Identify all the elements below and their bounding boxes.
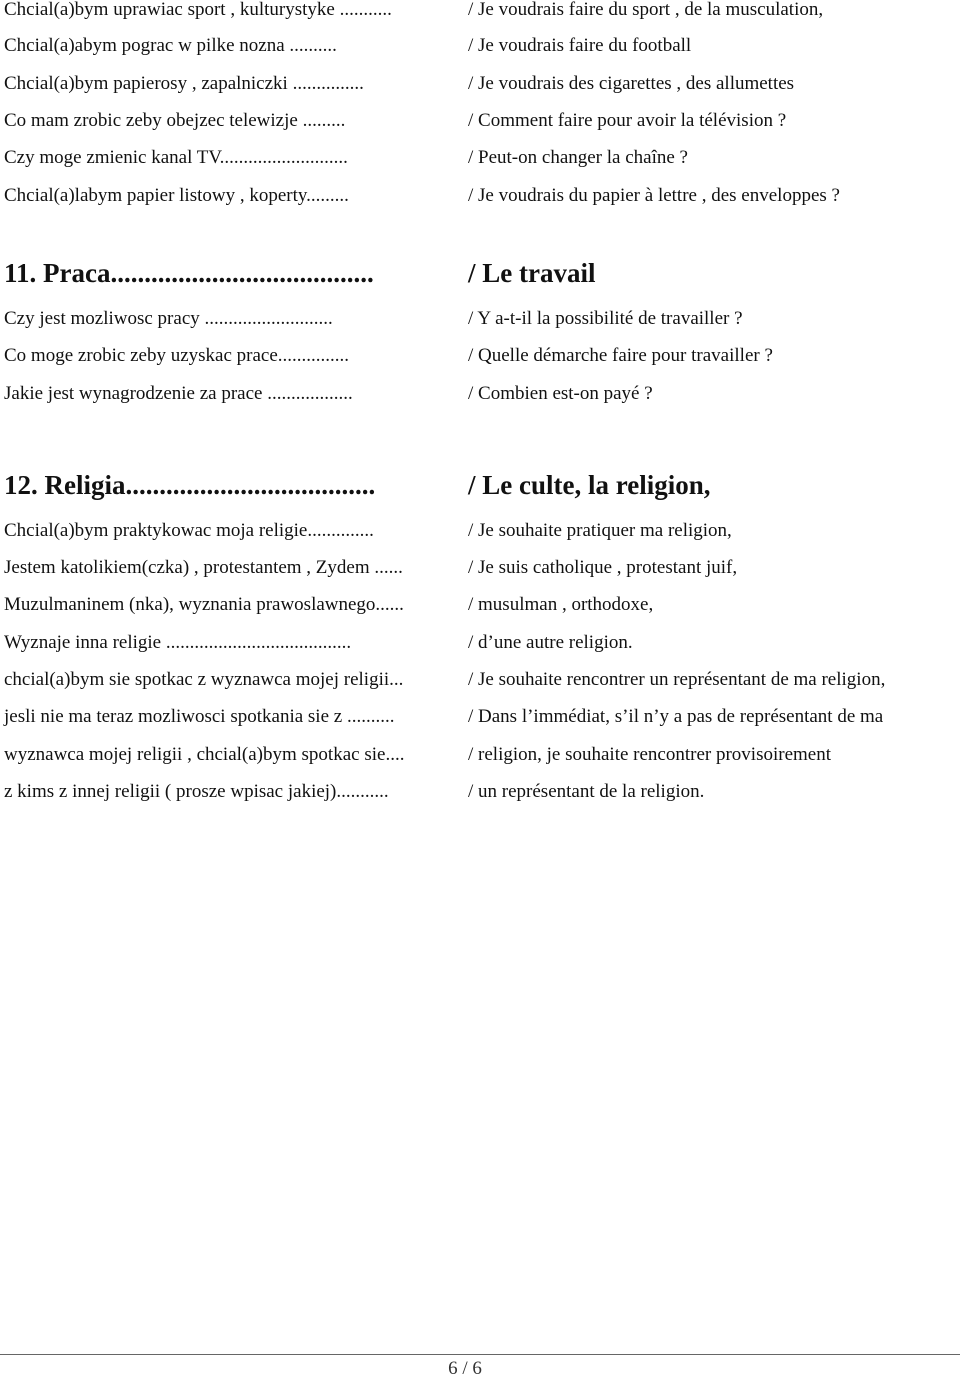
footer-divider <box>0 1354 960 1355</box>
polish-phrase: jesli nie ma teraz mozliwosci spotkania sie z .......... <box>4 706 395 727</box>
polish-phrase: Muzulmaninem (nka), wyznania prawoslawnego...... <box>4 594 404 615</box>
phrase-line <box>4 34 954 58</box>
polish-phrase: z kims z innej religii ( prosze wpisac jakiej)........... <box>4 781 389 802</box>
polish-phrase: Chcial(a)bym praktykowac moja religie.............. <box>4 520 374 541</box>
polish-phrase: wyznawca mojej religii , chcial(a)bym spotkac sie.... <box>4 744 405 765</box>
polish-phrase: Czy moge zmienic kanal TV........................... <box>4 147 348 168</box>
french-phrase: / Je suis catholique , protestant juif, <box>468 557 738 578</box>
section-heading-polish: 12. Religia..................................... <box>4 470 376 500</box>
phrase-line <box>4 705 954 729</box>
phrase-line <box>4 668 954 692</box>
french-phrase: / Y a-t-il la possibilité de travailler ? <box>468 308 743 329</box>
french-phrase: / un représentant de la religion. <box>468 781 705 802</box>
phrase-line <box>4 307 954 331</box>
phrase-line <box>4 72 954 96</box>
french-phrase: / Je souhaite rencontrer un représentant de ma religion, <box>468 669 886 690</box>
french-phrase: / Combien est-on payé ? <box>468 383 653 404</box>
page-number: 6 / 6 <box>448 1358 482 1379</box>
phrase-line <box>4 109 954 133</box>
section-heading-french: / Le travail <box>468 258 596 288</box>
french-phrase: / Je voudrais faire du sport , de la musculation, <box>468 0 824 20</box>
polish-phrase: Chcial(a)labym papier listowy , koperty......... <box>4 185 349 206</box>
section-heading-french: / Le culte, la religion, <box>468 470 711 500</box>
section-heading-religion <box>4 468 954 502</box>
french-phrase: / Peut-on changer la chaîne ? <box>468 147 688 168</box>
polish-phrase: Chcial(a)bym papierosy , zapalniczki ............... <box>4 73 364 94</box>
french-phrase: / Dans l’immédiat, s’il n’y a pas de représentant de ma <box>468 706 884 727</box>
french-phrase: / d’une autre religion. <box>468 632 633 653</box>
phrase-line <box>4 344 954 368</box>
french-phrase: / Je voudrais faire du football <box>468 35 692 56</box>
phrase-line <box>4 184 954 208</box>
phrase-line <box>4 556 954 580</box>
phrase-line <box>4 0 954 22</box>
polish-phrase: Co mam zrobic zeby obejzec telewizje ......... <box>4 110 346 131</box>
phrase-line <box>4 743 954 767</box>
french-phrase: / musulman , orthodoxe, <box>468 594 654 615</box>
french-phrase: / religion, je souhaite rencontrer provisoirement <box>468 744 831 765</box>
french-phrase: / Je souhaite pratiquer ma religion, <box>468 520 732 541</box>
polish-phrase: Wyznaje inna religie ....................................... <box>4 632 352 653</box>
polish-phrase: Co moge zrobic zeby uzyskac prace............... <box>4 345 350 366</box>
section-heading-work <box>4 256 954 290</box>
phrase-line <box>4 382 954 406</box>
phrase-line <box>4 780 954 804</box>
french-phrase: / Comment faire pour avoir la télévision ? <box>468 110 787 131</box>
section-heading-polish: 11. Praca....................................... <box>4 258 374 288</box>
french-phrase: / Quelle démarche faire pour travailler ? <box>468 345 773 366</box>
polish-phrase: Jakie jest wynagrodzenie za prace .................. <box>4 383 353 404</box>
polish-phrase: Jestem katolikiem(czka) , protestantem , Zydem ...... <box>4 557 403 578</box>
french-phrase: / Je voudrais des cigarettes , des allumettes <box>468 73 795 94</box>
phrase-line <box>4 631 954 655</box>
phrase-line <box>4 146 954 170</box>
polish-phrase: Czy jest mozliwosc pracy ........................... <box>4 308 333 329</box>
phrase-line <box>4 519 954 543</box>
polish-phrase: Chcial(a)bym uprawiac sport , kulturystyke ........... <box>4 0 392 20</box>
phrase-line <box>4 593 954 617</box>
polish-phrase: Chcial(a)abym pograc w pilke nozna .......... <box>4 35 337 56</box>
polish-phrase: chcial(a)bym sie spotkac z wyznawca mojej religii... <box>4 669 404 690</box>
french-phrase: / Je voudrais du papier à lettre , des enveloppes ? <box>468 185 840 206</box>
